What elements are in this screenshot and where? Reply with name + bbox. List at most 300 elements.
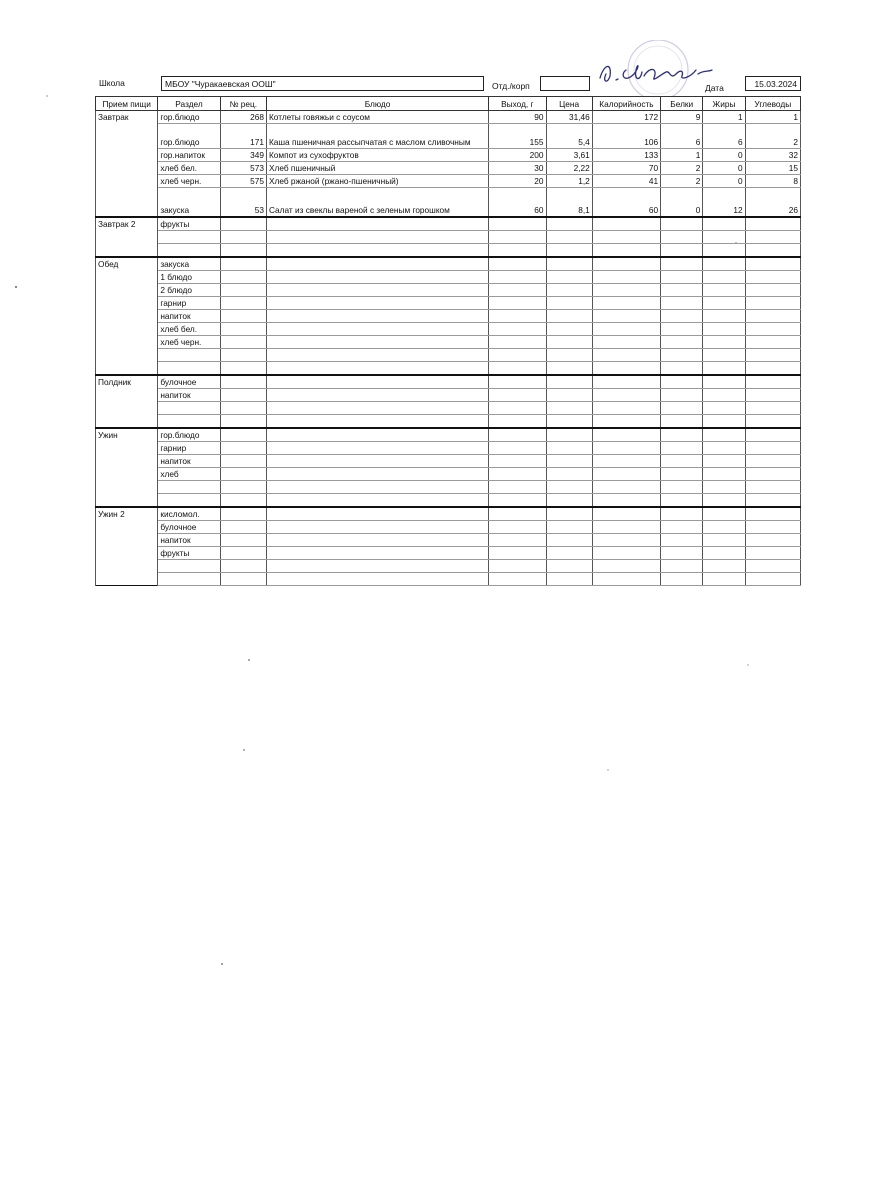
carbs-cell [745, 310, 800, 323]
protein-cell [661, 310, 703, 323]
price-cell: 31,46 [546, 111, 592, 124]
protein-cell [661, 231, 703, 244]
meal-cell [96, 271, 158, 284]
kcal-cell [592, 468, 660, 481]
table-row [96, 231, 801, 244]
section-cell: хлеб черн. [158, 175, 220, 188]
dish-cell [266, 244, 488, 258]
col-header-recipe: № рец. [220, 97, 266, 111]
fat-cell: 1 [703, 111, 745, 124]
school-label: Школа [99, 78, 125, 88]
dish-cell [266, 468, 488, 481]
price-cell [546, 402, 592, 415]
fat-cell [703, 231, 745, 244]
section-cell [158, 349, 220, 362]
dish-cell [266, 573, 488, 586]
yield-cell: 60 [489, 188, 546, 218]
section-cell: фрукты [158, 217, 220, 231]
dish-cell: Салат из свеклы вареной с зеленым горошком [266, 188, 488, 218]
kcal-cell: 106 [592, 124, 660, 149]
meal-cell [96, 534, 158, 547]
carbs-cell: 26 [745, 188, 800, 218]
fat-cell [703, 468, 745, 481]
meal-cell [96, 494, 158, 508]
recipe-cell [220, 415, 266, 429]
recipe-cell [220, 271, 266, 284]
yield-cell [489, 271, 546, 284]
carbs-cell [745, 455, 800, 468]
dish-cell [266, 375, 488, 389]
yield-cell [489, 231, 546, 244]
fat-cell [703, 428, 745, 442]
carbs-cell [745, 507, 800, 521]
recipe-cell: 53 [220, 188, 266, 218]
carbs-cell [745, 402, 800, 415]
price-cell [546, 415, 592, 429]
kcal-cell [592, 389, 660, 402]
table-row [96, 442, 801, 455]
carbs-cell [745, 521, 800, 534]
meal-cell: Завтрак [96, 111, 158, 124]
price-cell [546, 573, 592, 586]
fat-cell [703, 257, 745, 271]
section-cell: напиток [158, 310, 220, 323]
price-cell [546, 428, 592, 442]
table-row [96, 534, 801, 547]
dish-cell [266, 310, 488, 323]
table-row [96, 310, 801, 323]
meal-cell [96, 362, 158, 376]
dish-cell [266, 231, 488, 244]
table-row [96, 297, 801, 310]
section-cell [158, 560, 220, 573]
protein-cell [661, 389, 703, 402]
yield-cell [489, 494, 546, 508]
carbs-cell: 8 [745, 175, 800, 188]
price-cell [546, 362, 592, 376]
price-cell [546, 244, 592, 258]
col-header-dish: Блюдо [266, 97, 488, 111]
recipe-cell [220, 257, 266, 271]
section-cell: гор.блюдо [158, 124, 220, 149]
kcal-cell [592, 349, 660, 362]
date-label: Дата [705, 83, 724, 93]
table-row [96, 428, 801, 442]
kcal-cell [592, 362, 660, 376]
kcal-cell [592, 573, 660, 586]
section-cell: гор.блюдо [158, 111, 220, 124]
recipe-cell [220, 284, 266, 297]
recipe-cell [220, 481, 266, 494]
carbs-cell [745, 389, 800, 402]
yield-cell [489, 428, 546, 442]
fat-cell: 0 [703, 162, 745, 175]
recipe-cell [220, 323, 266, 336]
table-row [96, 573, 801, 586]
fat-cell [703, 547, 745, 560]
recipe-cell [220, 468, 266, 481]
section-cell: закуска [158, 188, 220, 218]
yield-cell [489, 244, 546, 258]
meal-cell [96, 481, 158, 494]
kcal-cell [592, 455, 660, 468]
carbs-cell: 2 [745, 124, 800, 149]
table-row [96, 481, 801, 494]
meal-cell [96, 560, 158, 573]
protein-cell [661, 244, 703, 258]
yield-cell [489, 323, 546, 336]
kcal-cell [592, 271, 660, 284]
recipe-cell [220, 428, 266, 442]
dish-cell [266, 323, 488, 336]
fat-cell [703, 481, 745, 494]
meal-cell [96, 468, 158, 481]
dish-cell [266, 336, 488, 349]
protein-cell [661, 560, 703, 573]
carbs-cell [745, 560, 800, 573]
dish-cell: Хлеб пшеничный [266, 162, 488, 175]
yield-cell [489, 284, 546, 297]
section-cell [158, 481, 220, 494]
kcal-cell [592, 547, 660, 560]
meal-cell [96, 175, 158, 188]
kcal-cell: 70 [592, 162, 660, 175]
carbs-cell: 15 [745, 162, 800, 175]
carbs-cell [745, 442, 800, 455]
carbs-cell [745, 257, 800, 271]
meal-cell: Ужин [96, 428, 158, 442]
menu-table [95, 96, 801, 586]
dish-cell [266, 349, 488, 362]
yield-cell [489, 455, 546, 468]
yield-cell [489, 507, 546, 521]
carbs-cell [745, 494, 800, 508]
fat-cell [703, 323, 745, 336]
kcal-cell [592, 415, 660, 429]
table-row [96, 494, 801, 508]
meal-cell [96, 149, 158, 162]
fat-cell [703, 375, 745, 389]
table-row [96, 244, 801, 258]
price-cell [546, 297, 592, 310]
dish-cell [266, 217, 488, 231]
carbs-cell [745, 271, 800, 284]
protein-cell: 0 [661, 188, 703, 218]
yield-cell [489, 375, 546, 389]
col-header-kcal: Калорийность [592, 97, 660, 111]
fat-cell [703, 507, 745, 521]
meal-cell: Полдник [96, 375, 158, 389]
fat-cell: 12 [703, 188, 745, 218]
meal-cell: Обед [96, 257, 158, 271]
fat-cell [703, 494, 745, 508]
meal-cell [96, 521, 158, 534]
yield-cell: 20 [489, 175, 546, 188]
date-value: 15.03.2024 [745, 76, 801, 91]
yield-cell [489, 257, 546, 271]
table-row [96, 257, 801, 271]
fat-cell [703, 442, 745, 455]
yield-cell [489, 560, 546, 573]
meal-cell [96, 162, 158, 175]
table-row [96, 455, 801, 468]
dish-cell [266, 284, 488, 297]
price-cell [546, 560, 592, 573]
kcal-cell [592, 534, 660, 547]
yield-cell: 155 [489, 124, 546, 149]
carbs-cell: 1 [745, 111, 800, 124]
recipe-cell: 573 [220, 162, 266, 175]
dish-cell [266, 297, 488, 310]
school-name: МБОУ "Чуракаевская ООШ" [161, 76, 484, 91]
dept-label: Отд./корп [492, 81, 530, 91]
table-row [96, 217, 801, 231]
section-cell [158, 231, 220, 244]
section-cell [158, 244, 220, 258]
yield-cell [489, 362, 546, 376]
dish-cell [266, 415, 488, 429]
protein-cell [661, 415, 703, 429]
header-row [96, 97, 801, 111]
yield-cell [489, 415, 546, 429]
meal-cell [96, 310, 158, 323]
meal-cell [96, 415, 158, 429]
price-cell: 8,1 [546, 188, 592, 218]
section-cell: фрукты [158, 547, 220, 560]
price-cell: 2,22 [546, 162, 592, 175]
col-header-yield: Выход, г [489, 97, 546, 111]
meal-cell: Завтрак 2 [96, 217, 158, 231]
kcal-cell [592, 284, 660, 297]
kcal-cell [592, 428, 660, 442]
kcal-cell: 41 [592, 175, 660, 188]
dish-cell [266, 560, 488, 573]
dish-cell [266, 481, 488, 494]
recipe-cell [220, 244, 266, 258]
meal-cell [96, 297, 158, 310]
recipe-cell: 268 [220, 111, 266, 124]
dish-cell [266, 257, 488, 271]
recipe-cell [220, 521, 266, 534]
section-cell [158, 402, 220, 415]
dish-cell: Компот из сухофруктов [266, 149, 488, 162]
carbs-cell [745, 362, 800, 376]
meal-cell [96, 389, 158, 402]
kcal-cell [592, 217, 660, 231]
price-cell [546, 375, 592, 389]
recipe-cell [220, 389, 266, 402]
yield-cell [489, 481, 546, 494]
meal-cell [96, 573, 158, 586]
dish-cell: Каша пшеничная рассыпчатая с маслом сливочным [266, 124, 488, 149]
carbs-cell [745, 415, 800, 429]
price-cell [546, 507, 592, 521]
price-cell [546, 521, 592, 534]
price-cell [546, 389, 592, 402]
price-cell [546, 349, 592, 362]
recipe-cell [220, 402, 266, 415]
section-cell: закуска [158, 257, 220, 271]
protein-cell [661, 481, 703, 494]
table-row [96, 389, 801, 402]
section-cell: напиток [158, 455, 220, 468]
yield-cell [489, 297, 546, 310]
section-cell [158, 573, 220, 586]
recipe-cell [220, 349, 266, 362]
kcal-cell [592, 560, 660, 573]
section-cell: хлеб черн. [158, 336, 220, 349]
meal-cell [96, 231, 158, 244]
kcal-cell [592, 521, 660, 534]
fat-cell [703, 244, 745, 258]
recipe-cell [220, 310, 266, 323]
section-cell: хлеб бел. [158, 323, 220, 336]
recipe-cell [220, 455, 266, 468]
fat-cell [703, 521, 745, 534]
dish-cell [266, 494, 488, 508]
kcal-cell [592, 231, 660, 244]
meal-cell [96, 124, 158, 149]
meal-cell [96, 402, 158, 415]
kcal-cell [592, 402, 660, 415]
protein-cell [661, 455, 703, 468]
table-row [96, 468, 801, 481]
price-cell [546, 481, 592, 494]
price-cell [546, 257, 592, 271]
section-cell: хлеб [158, 468, 220, 481]
recipe-cell [220, 534, 266, 547]
carbs-cell [745, 217, 800, 231]
dish-cell [266, 362, 488, 376]
section-cell: 1 блюдо [158, 271, 220, 284]
price-cell [546, 284, 592, 297]
carbs-cell [745, 323, 800, 336]
col-header-section: Раздел [158, 97, 220, 111]
section-cell: булочное [158, 375, 220, 389]
protein-cell [661, 271, 703, 284]
fat-cell [703, 402, 745, 415]
meal-cell [96, 244, 158, 258]
section-cell [158, 494, 220, 508]
recipe-cell [220, 494, 266, 508]
protein-cell [661, 284, 703, 297]
yield-cell [489, 573, 546, 586]
yield-cell [489, 389, 546, 402]
dish-cell [266, 521, 488, 534]
protein-cell [661, 521, 703, 534]
fat-cell [703, 573, 745, 586]
recipe-cell [220, 560, 266, 573]
fat-cell [703, 415, 745, 429]
recipe-cell: 171 [220, 124, 266, 149]
price-cell [546, 455, 592, 468]
carbs-cell [745, 547, 800, 560]
recipe-cell [220, 442, 266, 455]
table-row [96, 149, 801, 162]
table-row [96, 521, 801, 534]
protein-cell [661, 534, 703, 547]
dish-cell [266, 389, 488, 402]
section-cell: гор.блюдо [158, 428, 220, 442]
meal-cell [96, 455, 158, 468]
section-cell [158, 362, 220, 376]
fat-cell [703, 284, 745, 297]
fat-cell [703, 534, 745, 547]
yield-cell [489, 349, 546, 362]
kcal-cell [592, 297, 660, 310]
yield-cell: 90 [489, 111, 546, 124]
yield-cell: 30 [489, 162, 546, 175]
price-cell [546, 442, 592, 455]
price-cell: 1,2 [546, 175, 592, 188]
protein-cell [661, 428, 703, 442]
col-header-fat: Жиры [703, 97, 745, 111]
protein-cell: 9 [661, 111, 703, 124]
recipe-cell [220, 231, 266, 244]
protein-cell: 2 [661, 162, 703, 175]
carbs-cell [745, 481, 800, 494]
price-cell [546, 336, 592, 349]
col-header-carbs: Углеводы [745, 97, 800, 111]
recipe-cell [220, 547, 266, 560]
table-row [96, 271, 801, 284]
price-cell: 5,4 [546, 124, 592, 149]
protein-cell [661, 402, 703, 415]
recipe-cell: 575 [220, 175, 266, 188]
section-cell: напиток [158, 534, 220, 547]
price-cell [546, 217, 592, 231]
recipe-cell [220, 362, 266, 376]
protein-cell [661, 468, 703, 481]
recipe-cell [220, 336, 266, 349]
price-cell [546, 271, 592, 284]
carbs-cell [745, 231, 800, 244]
table-row [96, 162, 801, 175]
protein-cell [661, 323, 703, 336]
table-row [96, 415, 801, 429]
meal-cell [96, 442, 158, 455]
fat-cell [703, 349, 745, 362]
meal-cell [96, 323, 158, 336]
table-row [96, 124, 801, 149]
price-cell [546, 534, 592, 547]
protein-cell [661, 494, 703, 508]
dish-cell [266, 442, 488, 455]
meal-cell: Ужин 2 [96, 507, 158, 521]
carbs-cell [745, 534, 800, 547]
protein-cell [661, 573, 703, 586]
price-cell [546, 547, 592, 560]
price-cell: 3,61 [546, 149, 592, 162]
kcal-cell [592, 375, 660, 389]
dish-cell [266, 455, 488, 468]
recipe-cell [220, 573, 266, 586]
dish-cell: Хлеб ржаной (ржано-пшеничный) [266, 175, 488, 188]
fat-cell [703, 297, 745, 310]
protein-cell [661, 362, 703, 376]
protein-cell [661, 336, 703, 349]
table-row [96, 507, 801, 521]
fat-cell [703, 310, 745, 323]
dish-cell [266, 507, 488, 521]
dish-cell: Котлеты говяжьи с соусом [266, 111, 488, 124]
table-row [96, 188, 801, 218]
fat-cell: 0 [703, 149, 745, 162]
yield-cell [489, 217, 546, 231]
kcal-cell [592, 336, 660, 349]
yield-cell [489, 402, 546, 415]
meal-cell [96, 188, 158, 218]
